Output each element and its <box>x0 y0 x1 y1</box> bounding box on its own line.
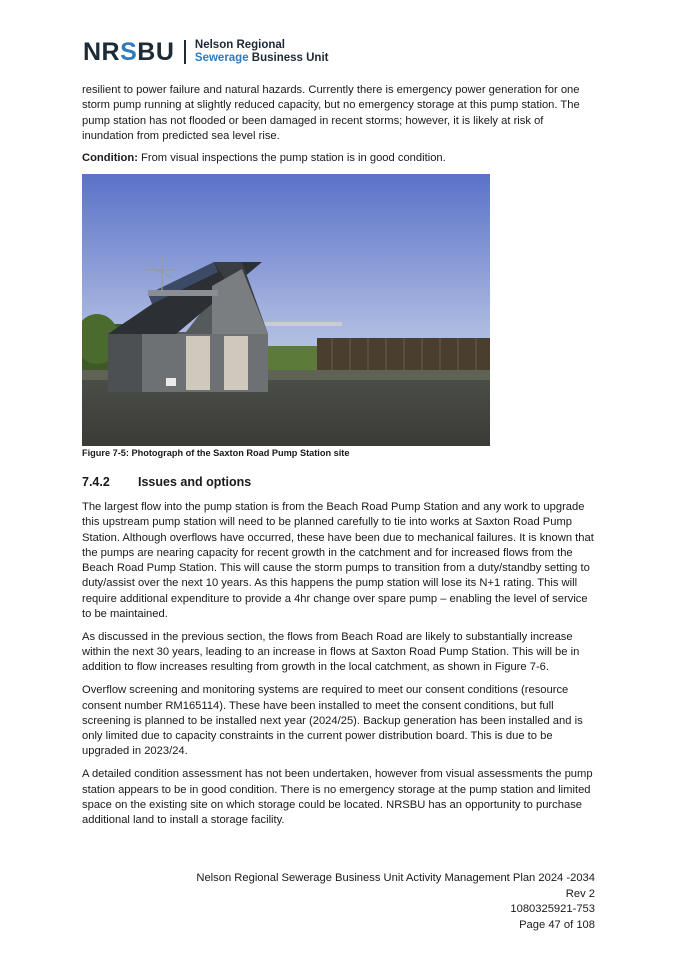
body-paragraph: The largest flow into the pump station is from the Beach Road Pump Station and any work to upgrade this upstream pump station will need to be planned carefully to tie into works at Saxton Road Pump Station. Although overflows have occurred, these have been due to mechanical failures. It is known that the pumps are nearing capacity for recent growth in the catchment and for increased flows from the Beach Road Pump Station. This will cause the storm pumps to transition from a duty/standby setting to duty/assist over the next 10 years. As this happens the pump station will lose its N+1 rating. This will require additional expenditure to provide a 4hr change over spare pump – enabling the level of service to be maintained. <box>82 501 594 621</box>
section-number: 7.4.2 <box>82 475 110 489</box>
section-title: Issues and options <box>138 475 252 489</box>
footer-revision: Rev 2 <box>565 887 595 900</box>
footer-page-number: Page 47 of 108 <box>519 918 595 931</box>
body-paragraph: A detailed condition assessment has not been undertaken, however from visual assessments the pump station appears to be in good condition. There is no emergency storage at the pump station and limited space on the existing site on which storage could be located. NRSBU has an opportunity to purchase additional land to install a storage facility. <box>82 768 593 827</box>
figure-caption: Figure 7-5: Photograph of the Saxton Road Pump Station site <box>82 448 350 458</box>
condition-paragraph: Condition: From visual inspections the pump station is in good condition. <box>82 152 446 165</box>
logo-subtitle: Nelson Regional Sewerage Business Unit <box>194 39 329 64</box>
body-paragraph: Overflow screening and monitoring systems are required to meet our consent conditions (resource consent number RM165114). These have been installed to meet the consent conditions, but full screening is planned to be installed next year (2024/25). Backup generation has been installed and is only limited due to capacity constraints in the current power distribution board. This is due to be upgraded in 2023/24. <box>82 684 583 758</box>
page-footer <box>196 871 595 933</box>
footer-document-title: Nelson Regional Sewerage Business Unit Activity Management Plan 2024 -2034 <box>196 872 595 884</box>
intro-text <box>82 83 594 173</box>
logo-divider <box>184 40 186 64</box>
body-paragraph: As discussed in the previous section, the flows from Beach Road are likely to substantially increase within the next 30 years, leading to an increase in flows at Saxton Road Pump Station. This will be in addition to flow increases resulting from growth in the local catchment, as shown in Figure 7-6. <box>82 630 580 674</box>
pump-station-photo <box>82 174 490 446</box>
intro-paragraph: resilient to power failure and natural hazards. Currently there is emergency power generation for one storm pump running at slightly reduced capacity, but no emergency storage at this pump station. The pump station has not flooded or been damaged in recent storms; however, it is likely at risk of inundation from predicted sea level rise. <box>82 84 580 142</box>
section-body <box>82 500 594 836</box>
nrsbu-logo <box>83 38 329 66</box>
logo-wordmark: NRSBU <box>83 37 175 66</box>
footer-document-id: 1080325921-753 <box>510 903 595 915</box>
section-heading <box>82 475 251 489</box>
